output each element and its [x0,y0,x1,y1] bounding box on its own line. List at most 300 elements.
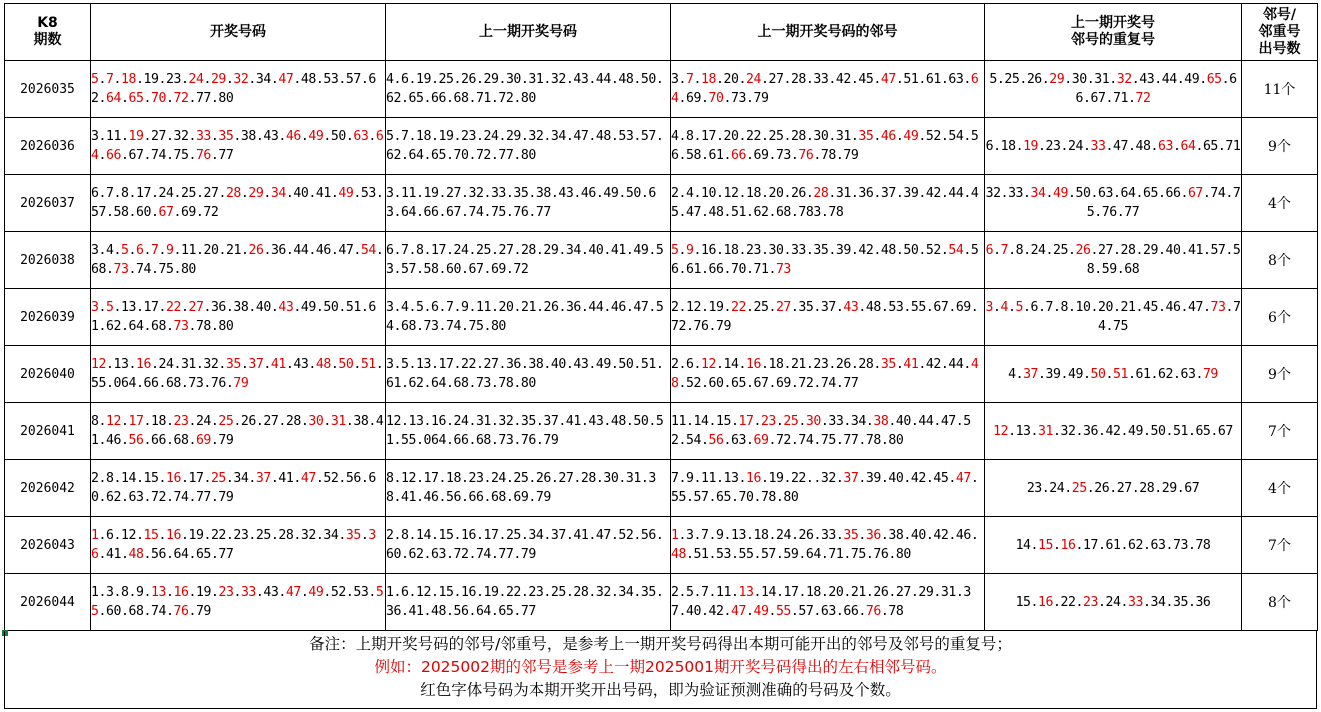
number: 68 [150,319,166,334]
number: 10 [1075,300,1091,315]
number: 41 [573,528,589,543]
number: 42 [925,186,941,201]
prev-numbers-cell: 6.7.8.17.24.25.27.28.29.34.40.41.49.53.57.58.60.67.69.72 [386,232,671,289]
number: 73 [188,376,204,391]
number: 27 [558,471,574,486]
number: 47 [300,471,316,486]
number: 80 [218,319,234,334]
number: 6 [401,72,409,87]
number: 36 [210,300,226,315]
number: 64 [805,547,821,562]
number: 62 [106,319,121,334]
number: 50 [323,300,339,315]
number: 62 [408,376,424,391]
number: 32 [595,585,611,600]
number: 38 [233,300,249,315]
number: 36 [270,243,286,258]
number: 29 [543,243,559,258]
number: 7 [151,243,159,258]
number: 24 [775,528,791,543]
number: 25 [1071,480,1087,496]
number: 17 [483,528,499,543]
number: 60 [445,262,461,277]
number: 37 [880,186,896,201]
repeats-numbers-cell: 15.16.22.23.24.33.34.35.36 [985,574,1242,631]
number: 24 [158,357,174,372]
number: 30 [603,471,619,486]
prev-numbers-cell: 4.6.19.25.26.29.30.31.32.43.44.48.50.62.65.66.68.71.72.80 [386,61,671,118]
number: 70 [730,262,746,277]
number: 29 [1161,480,1177,496]
number: 8 [106,471,114,486]
number: 51 [386,414,664,448]
number: 73 [775,262,791,277]
number: 67 [1090,91,1106,106]
number: 56 [671,243,979,277]
number: 11 [671,414,686,429]
number: 69 [775,376,791,391]
number: 79 [218,433,234,448]
prev-numbers-cell: 2.8.14.15.16.17.25.34.37.41.47.52.56.60.62.63.72.74.77.79 [386,517,671,574]
number: 23 [813,357,829,372]
number: 6 [386,243,394,258]
number: 11 [716,585,731,600]
number: 65 [715,490,731,505]
number: 70 [150,91,166,106]
number: 80 [520,148,536,163]
number: 29 [918,585,934,600]
number: 52 [671,414,971,448]
number: 72 [203,205,219,220]
number: 27 [1116,480,1132,496]
number: 16 [460,528,476,543]
number: 64 [671,72,979,106]
number: 2 [671,585,679,600]
number: 12 [723,186,739,201]
number: 783 [798,205,821,220]
number: 38 [528,357,544,372]
number: 48 [618,72,634,87]
number: 41 [315,186,331,201]
number: 39 [835,243,851,258]
number: 76 [693,319,709,334]
number: 34 [323,528,339,543]
number: 64 [475,604,491,619]
number: 6 [431,300,439,315]
number: 25 [180,186,196,201]
number: 40 [910,528,926,543]
number: 63 [386,186,656,220]
number: 53 [618,129,634,144]
number: 44 [1161,72,1177,87]
number: 64 [91,129,384,163]
number: 76 [210,376,226,391]
number: 30 [805,414,821,429]
number: 35 [513,186,529,201]
number: 4 [386,72,394,87]
number: 32 [1116,72,1132,87]
number: 31 [835,129,851,144]
number: 17 [701,129,716,144]
number: 74 [820,376,836,391]
number: 50 [625,186,641,201]
period-cell: 2026044 [5,574,91,631]
number: 9 [136,585,144,600]
number: 30 [1071,72,1087,87]
number: 46 [880,129,896,144]
number: 6 [686,357,694,372]
table-row [5,61,1318,118]
number: 72 [150,490,166,505]
number: 65 [1142,186,1158,201]
number: 55 [910,300,926,315]
number: 28 [1139,480,1155,496]
number: 48 [610,414,626,429]
number: 67 [1184,480,1200,496]
number: 49 [1127,423,1143,439]
number: 31 [1094,72,1110,87]
neighbors-numbers-cell: 3.7.18.20.24.27.28.33.42.45.47.51.61.63.64.69.70.73.79 [671,61,985,118]
number: 4 [1008,366,1016,382]
number: 14 [723,357,739,372]
number: 4 [671,129,679,144]
number: 22 [210,528,226,543]
number: 14 [121,471,136,486]
number: 43 [278,300,294,315]
number: 49 [308,585,324,600]
number: 28 [573,585,589,600]
number: 33 [820,528,836,543]
number: 6 [106,528,114,543]
number: 2 [671,300,679,315]
number: 52 [618,528,634,543]
number: 27 [445,186,461,201]
number: 58 [686,148,701,163]
number: 60 [708,376,724,391]
number: 75 [468,319,484,334]
number: 56 [150,547,166,562]
number: 28 [813,186,829,201]
number: 60 [106,604,121,619]
number: 80 [520,376,536,391]
number: 40 [895,414,911,429]
repeats-numbers-cell: 5.25.26.29.30.31.32.43.44.49.65.66.67.71.72 [985,61,1242,118]
number: 4 [1000,300,1009,315]
neighbors-numbers-cell: 11.14.15.17.23.25.30.33.34.38.40.44.47.52.54.56.63.69.72.74.75.77.78.80 [671,403,985,460]
number: 63 [1157,138,1173,154]
number: 36 [505,357,521,372]
number: 6 [91,186,99,201]
number: 65 [1195,423,1211,439]
number: 16 [165,471,181,486]
number: 25 [550,585,566,600]
number: 23 [460,129,476,144]
number: 41 [91,414,384,448]
number: 56 [445,490,461,505]
number: 79 [520,547,536,562]
number: 66 [106,148,121,163]
number: 33 [790,243,806,258]
number: 62 [91,72,376,106]
number: 47 [633,300,649,315]
number: 17 [783,585,799,600]
number: 79 [195,604,211,619]
number: 1 [91,528,99,543]
number: 25 [753,300,769,315]
number: 47 [338,243,354,258]
number: 79 [843,148,859,163]
number: 47 [955,471,971,486]
number: 21 [850,585,866,600]
number: 17 [438,357,454,372]
number: 12 [386,414,401,429]
number: 78 [498,376,514,391]
number: 73 [730,91,746,106]
number: 53 [386,243,664,277]
number: 47 [285,585,301,600]
number: 7 [1000,243,1009,258]
number: 67 [1217,423,1233,439]
number: 42 [925,357,941,372]
number: 19 [128,129,144,144]
number: 064 [113,376,136,391]
number: 6 [401,585,409,600]
number: 36 [565,300,581,315]
number: 41 [1187,243,1203,258]
number: 22 [505,585,521,600]
number: 54 [360,243,376,258]
number: 43 [573,357,589,372]
number: 74 [150,604,166,619]
number: 31 [625,471,641,486]
number: 68 [91,262,106,277]
number: 24 [453,414,469,429]
number: 78 [195,319,211,334]
neighbors-numbers-cell: 2.6.12.14.16.18.21.23.26.28.35.41.42.44.48.52.60.65.67.69.72.74.77 [671,346,985,403]
number: 41 [610,243,626,258]
number: 43 [293,357,309,372]
number: 37 [671,585,971,619]
number: 13 [731,528,746,543]
number: 51 [360,357,376,372]
number: 74 [173,490,189,505]
draw-numbers-cell: 8.12.17.18.23.24.25.26.27.28.30.31.38.41.46.56.66.68.69.79 [91,403,386,460]
number: 51 [1172,423,1188,439]
draw-numbers-cell: 3.11.19.27.32.33.35.38.43.46.49.50.63.64.66.67.74.75.76.77 [91,118,386,175]
number: 15 [143,528,159,543]
header-row [5,4,1318,61]
number: 19 [438,129,454,144]
number: 51 [345,300,361,315]
number: 21 [1120,300,1136,315]
number: 35 [843,528,859,543]
number: 49 [338,186,354,201]
number: 68 [775,205,791,220]
repeats-numbers-cell: 32.33.34.49.50.63.64.65.66.67.74.75.76.77 [985,175,1242,232]
number: 16 [1060,537,1076,553]
number: 32 [468,186,484,201]
number: 23 [760,414,776,429]
number: 1 [671,528,679,543]
number: 29 [1049,72,1065,87]
number: 24 [1049,480,1065,496]
number: 16 [1038,594,1054,610]
number: 53 [360,186,376,201]
number: 73 [173,319,189,334]
number: 75 [850,547,866,562]
draw-numbers-cell: 1.3.8.9.13.16.19.23.33.43.47.49.52.53.55.60.68.74.76.79 [91,574,386,631]
number: 26 [543,300,559,315]
number: 19 [416,72,431,87]
number: 8 [121,186,129,201]
number: 48 [300,72,316,87]
number: 72 [1135,91,1151,106]
number: 28 [858,357,874,372]
number: 44 [293,243,309,258]
number: 27 [775,300,791,315]
number: 46 [580,186,596,201]
number: 22 [460,357,476,372]
number: 19 [483,585,499,600]
number: 65 [1202,138,1218,154]
number: 22 [165,300,181,315]
number: 21 [790,357,806,372]
number: 26 [1026,72,1042,87]
draw-numbers-cell: 1.6.12.15.16.19.22.23.25.28.32.34.35.36.41.48.56.64.65.77 [91,517,386,574]
number: 13 [151,585,166,600]
number: 33 [828,414,844,429]
number: 24 [195,414,211,429]
number: 6 [985,243,994,258]
number: 49 [308,129,324,144]
number: 12 [686,300,701,315]
number: 66 [468,490,484,505]
number: 28 [285,414,301,429]
number: 69 [490,262,506,277]
number: 44 [918,414,934,429]
number: 7 [686,72,694,87]
number: 74 [445,319,461,334]
number: 80 [895,547,911,562]
period-cell: 2026039 [5,289,91,346]
lottery-table [4,3,1318,631]
number: 41 [903,357,919,372]
number: 50 [1075,186,1091,201]
number: 65 [430,148,446,163]
number: 24 [483,129,499,144]
number: 48 [865,300,881,315]
number: 73 [498,433,514,448]
number: 40 [550,357,566,372]
number: 66 [453,433,469,448]
number: 1 [91,585,99,600]
number: 73 [1172,537,1188,553]
number: 28 [790,72,806,87]
number: 60 [91,471,376,505]
number: 43 [263,129,279,144]
number: 40 [888,471,904,486]
number: 66 [150,433,166,448]
number: 14 [760,585,776,600]
number: 48 [671,357,979,391]
number: 12 [91,357,106,372]
number: 33 [240,585,256,600]
number: 19 [768,471,784,486]
number: 30 [505,72,521,87]
number: 57 [798,604,814,619]
number: 22 [790,471,806,486]
header-repeats: 上一期开奖号 邻号的重复号 [985,4,1242,61]
number: 26 [240,414,256,429]
number: 35 [218,129,234,144]
number: 29 [483,72,499,87]
number: 56 [345,471,361,486]
number: 56 [128,433,144,448]
number: 19 [143,72,159,87]
number: 18 [701,72,716,87]
number: 5 [416,300,424,315]
number: 27 [263,414,279,429]
number: 66 [1165,186,1181,201]
number: 35 [813,243,829,258]
number: 50 [640,72,656,87]
number: 48 [708,205,724,220]
number: 76 [513,205,529,220]
table-body [5,61,1318,631]
prev-numbers-cell: 3.5.13.17.22.27.36.38.40.43.49.50.51.61.62.64.68.73.78.80 [386,346,671,403]
number: 51 [1113,366,1128,382]
number: 3 [671,72,679,87]
number: 61 [1105,537,1121,553]
number: 43 [573,72,589,87]
number: 72 [453,547,469,562]
number: 78 [888,604,904,619]
number: 15 [715,414,731,429]
number: 3 [91,300,99,315]
number: 77 [498,148,514,163]
number: 12 [106,414,121,429]
number: 63 [948,72,964,87]
number: 49 [1184,72,1200,87]
number: 48 [671,547,686,562]
number: 57 [1210,243,1226,258]
number: 44 [588,300,604,315]
number: 14 [693,414,709,429]
number: 7 [701,585,709,600]
number: 41 [565,414,581,429]
period-cell: 2026038 [5,232,91,289]
number: 16 [745,471,761,486]
draw-numbers-cell: 3.4.5.6.7.9.11.20.21.26.36.44.46.47.54.68.73.74.75.80 [91,232,386,289]
number: 12 [121,528,136,543]
number: 33 [1127,594,1143,610]
number: 34 [1150,594,1166,610]
number: 50 [618,357,634,372]
number: 34 [528,528,544,543]
number: 11 [106,129,121,144]
number: 28 [225,186,241,201]
number: 66 [1075,72,1237,106]
header-neighbors: 上一期开奖号码的邻号 [671,4,985,61]
number: 48 [430,604,446,619]
number: 14 [1015,537,1031,553]
number: 9 [686,243,694,258]
prev-numbers-cell: 5.7.18.19.23.24.29.32.34.47.48.53.57.62.64.65.70.72.77.80 [386,118,671,175]
number: 8 [416,243,424,258]
number: 41 [106,547,121,562]
number: 68 [165,376,181,391]
number: 73 [1210,300,1226,315]
